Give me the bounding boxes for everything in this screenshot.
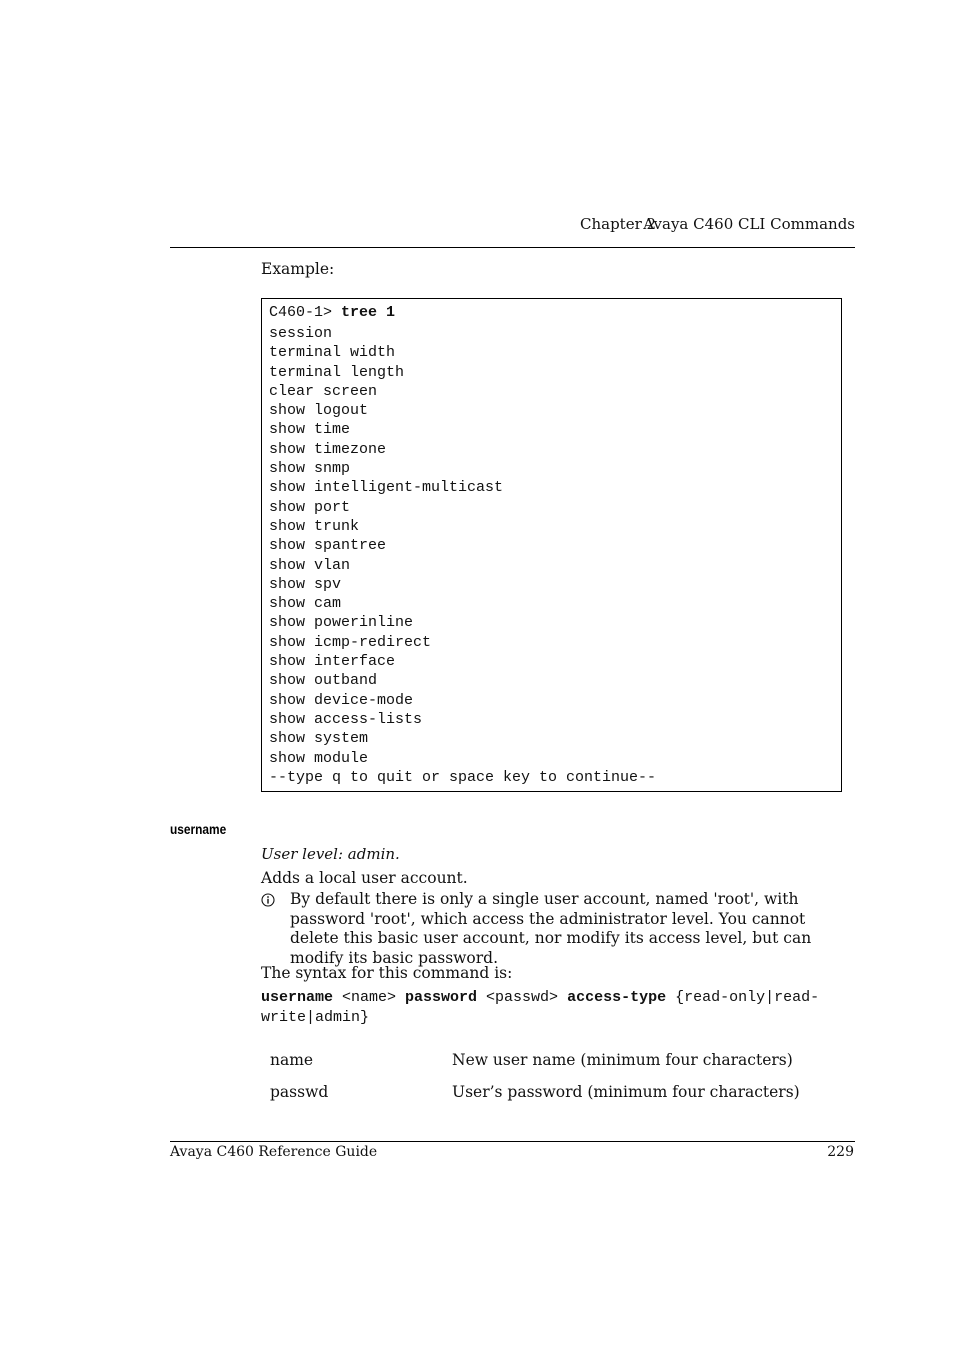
code-line: terminal length xyxy=(269,363,405,381)
code-line: clear screen xyxy=(269,382,378,400)
code-line: show spv xyxy=(269,575,342,593)
code-line: show interface xyxy=(269,653,396,671)
header-rule xyxy=(170,247,855,248)
code-line: show cam xyxy=(269,595,342,613)
page-header xyxy=(170,215,855,235)
syntax-arg-access: {read-only|read-write|admin} xyxy=(261,989,820,1026)
code-line: show vlan xyxy=(269,556,351,574)
parameter-name: name xyxy=(270,1051,314,1069)
parameter-row xyxy=(270,1051,850,1083)
code-prompt-line xyxy=(269,304,395,321)
syntax-keyword-username: username xyxy=(261,989,334,1006)
parameter-table xyxy=(270,1051,850,1115)
code-line: show outband xyxy=(269,672,378,690)
code-line: show trunk xyxy=(269,517,360,535)
code-line: show spantree xyxy=(269,537,387,555)
command-description: Adds a local user account. xyxy=(261,869,468,887)
code-line: show access-lists xyxy=(269,710,423,728)
footer-guide-title: Avaya C460 Reference Guide xyxy=(170,1144,378,1160)
chapter-title: Avaya C460 CLI Commands xyxy=(643,215,855,233)
syntax-arg-name: <name> xyxy=(333,989,406,1006)
example-label: Example: xyxy=(261,260,335,278)
user-level-text: User level: admin. xyxy=(261,845,400,863)
parameter-name: passwd xyxy=(270,1083,329,1101)
code-line: terminal width xyxy=(269,344,396,362)
cli-command: tree 1 xyxy=(341,304,396,321)
code-line: show icmp-redirect xyxy=(269,633,432,651)
syntax-line xyxy=(261,988,861,1027)
cli-prompt: C460-1> xyxy=(269,304,342,321)
code-example-box xyxy=(261,298,842,792)
code-line: show snmp xyxy=(269,460,351,478)
syntax-keyword-access-type: access-type xyxy=(567,989,667,1006)
code-line: --type q to quit or space key to continue-- xyxy=(269,768,657,786)
syntax-intro: The syntax for this command is: xyxy=(261,964,513,982)
chapter-label: Chapter 2 xyxy=(580,215,657,233)
section-heading: username xyxy=(170,821,227,837)
code-line: show system xyxy=(269,730,369,748)
page-number: 229 xyxy=(827,1144,854,1160)
code-output-lines xyxy=(269,324,656,787)
code-line: show module xyxy=(269,749,369,767)
code-line: show timezone xyxy=(269,440,387,458)
code-line: show intelligent-multicast xyxy=(269,479,504,497)
code-line: show powerinline xyxy=(269,614,414,632)
code-line: show port xyxy=(269,498,351,516)
footer-rule xyxy=(170,1141,855,1142)
info-icon xyxy=(261,893,275,907)
syntax-arg-passwd: <passwd> xyxy=(477,989,568,1006)
code-line: show device-mode xyxy=(269,691,414,709)
code-line: show time xyxy=(269,421,351,439)
parameter-description: User’s password (minimum four characters) xyxy=(452,1083,800,1101)
code-line: show logout xyxy=(269,402,369,420)
parameter-description: New user name (minimum four characters) xyxy=(452,1051,793,1069)
syntax-keyword-password: password xyxy=(405,989,478,1006)
code-line: session xyxy=(269,325,333,342)
parameter-row xyxy=(270,1083,850,1115)
info-note: By default there is only a single user account, named 'root', with password 'root', which access the administrator level. You cannot delete this basic user account, nor modify its access level, but can modify its basic password. xyxy=(290,890,812,967)
